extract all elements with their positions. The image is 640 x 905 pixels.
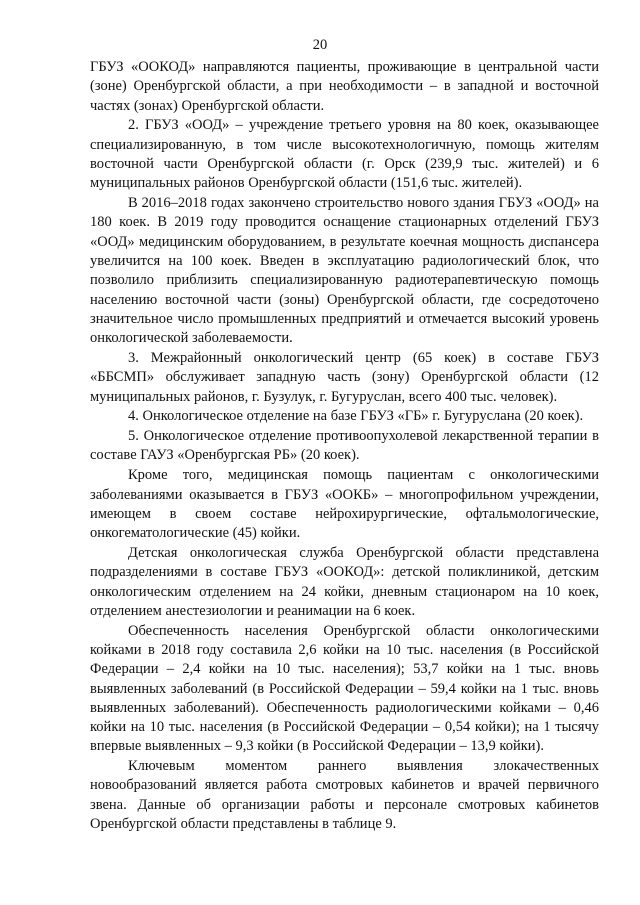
paragraph-7: Кроме того, медицинская помощь пациентам с онкологическими заболеваниями оказывается в ГБУЗ «ООКБ» – многопрофильном учреждении, имеющем в своем составе нейрохирургические, офтальмологические, онкогематологические (45) койки. [90, 467, 599, 542]
paragraph-9: Обеспеченность населения Оренбургской области онкологическими койками в 2018 году составила 2,6 койки на 10 тыс. населения (в Российской Федерации – 2,4 койки на 10 тыс. населения); 53,7 койки на 1 тыс. вновь выявленных заболеваний (в Российской Федерации – 59,4 койки на 1 тыс. вновь выявленных заболеваний). Обеспеченность радиологическими койками – 0,46 койки на 10 тыс. населения (в Российской Федерации – 0,54 койки); на 1 тысячу впервые выявленных – 9,3 койки (в Российской Федерации – 13,9 койки). [90, 622, 599, 755]
paragraph-1: ГБУЗ «ООКОД» направляются пациенты, проживающие в центральной части (зоне) Оренбургской области, а при необходимости – в западной и восточной частях (зонах) Оренбургской области. [90, 59, 599, 114]
paragraph-5: 4. Онкологическое отделение на базе ГБУЗ «ГБ» г. Бугуруслана (20 коек). [128, 408, 584, 425]
paragraph-8: Детская онкологическая служба Оренбургской области представлена подразделениями в составе ГБУЗ «ООКОД»: детской поликлиникой, детским онкологическим отделением на 24 койки, дневным стационаром на 10 коек, отделением анестезиологии и реанимации на 6 коек. [90, 544, 599, 619]
paragraph-4: 3. Межрайонный онкологический центр (65 коек) в составе ГБУЗ «ББСМП» обслуживает западную часть (зону) Оренбургской области (12 муниципальных районов, г. Бузулук, г. Бугуруслан, всего 400 тыс. человек). [90, 349, 599, 405]
paragraph-10: Ключевым моментом раннего выявления злокачественных новообразований является работа смотровых кабинетов и врачей первичного звена. Данные об организации работы и персонале смотровых кабинетов Оренбургской области представлены в таблице 9. [90, 758, 599, 833]
document-body [90, 58, 599, 834]
paragraph-3: В 2016–2018 годах закончено строительство нового здания ГБУЗ «ООД» на 180 коек. В 2019 году проводится оснащение стационарных отделений ГБУЗ «ООД» медицинским оборудованием, в результате коечная мощность диспансера увеличится на 100 коек. Введен в эксплуатацию радиологический блок, что позволило приблизить специализированную радиотерапевтическую помощь населению восточной части (зоны) Оренбургской области, где сосредоточено значительное число промышленных предприятий и отмечается высокий уровень онкологической заболеваемости. [90, 195, 599, 347]
paragraph-6: 5. Онкологическое отделение противоопухолевой лекарственной терапии в составе ГАУЗ «Оренбургская РБ» (20 коек). [90, 428, 599, 464]
page-number: 20 [312, 37, 328, 53]
paragraph-2: 2. ГБУЗ «ООД» – учреждение третьего уровня на 80 коек, оказывающее специализированную, в том числе высокотехнологичную, помощь жителям восточной части Оренбургской области (г. Орск (239,9 тыс. жителей) и 6 муниципальных районов Оренбургской области (151,6 тыс. жителей). [90, 117, 599, 192]
